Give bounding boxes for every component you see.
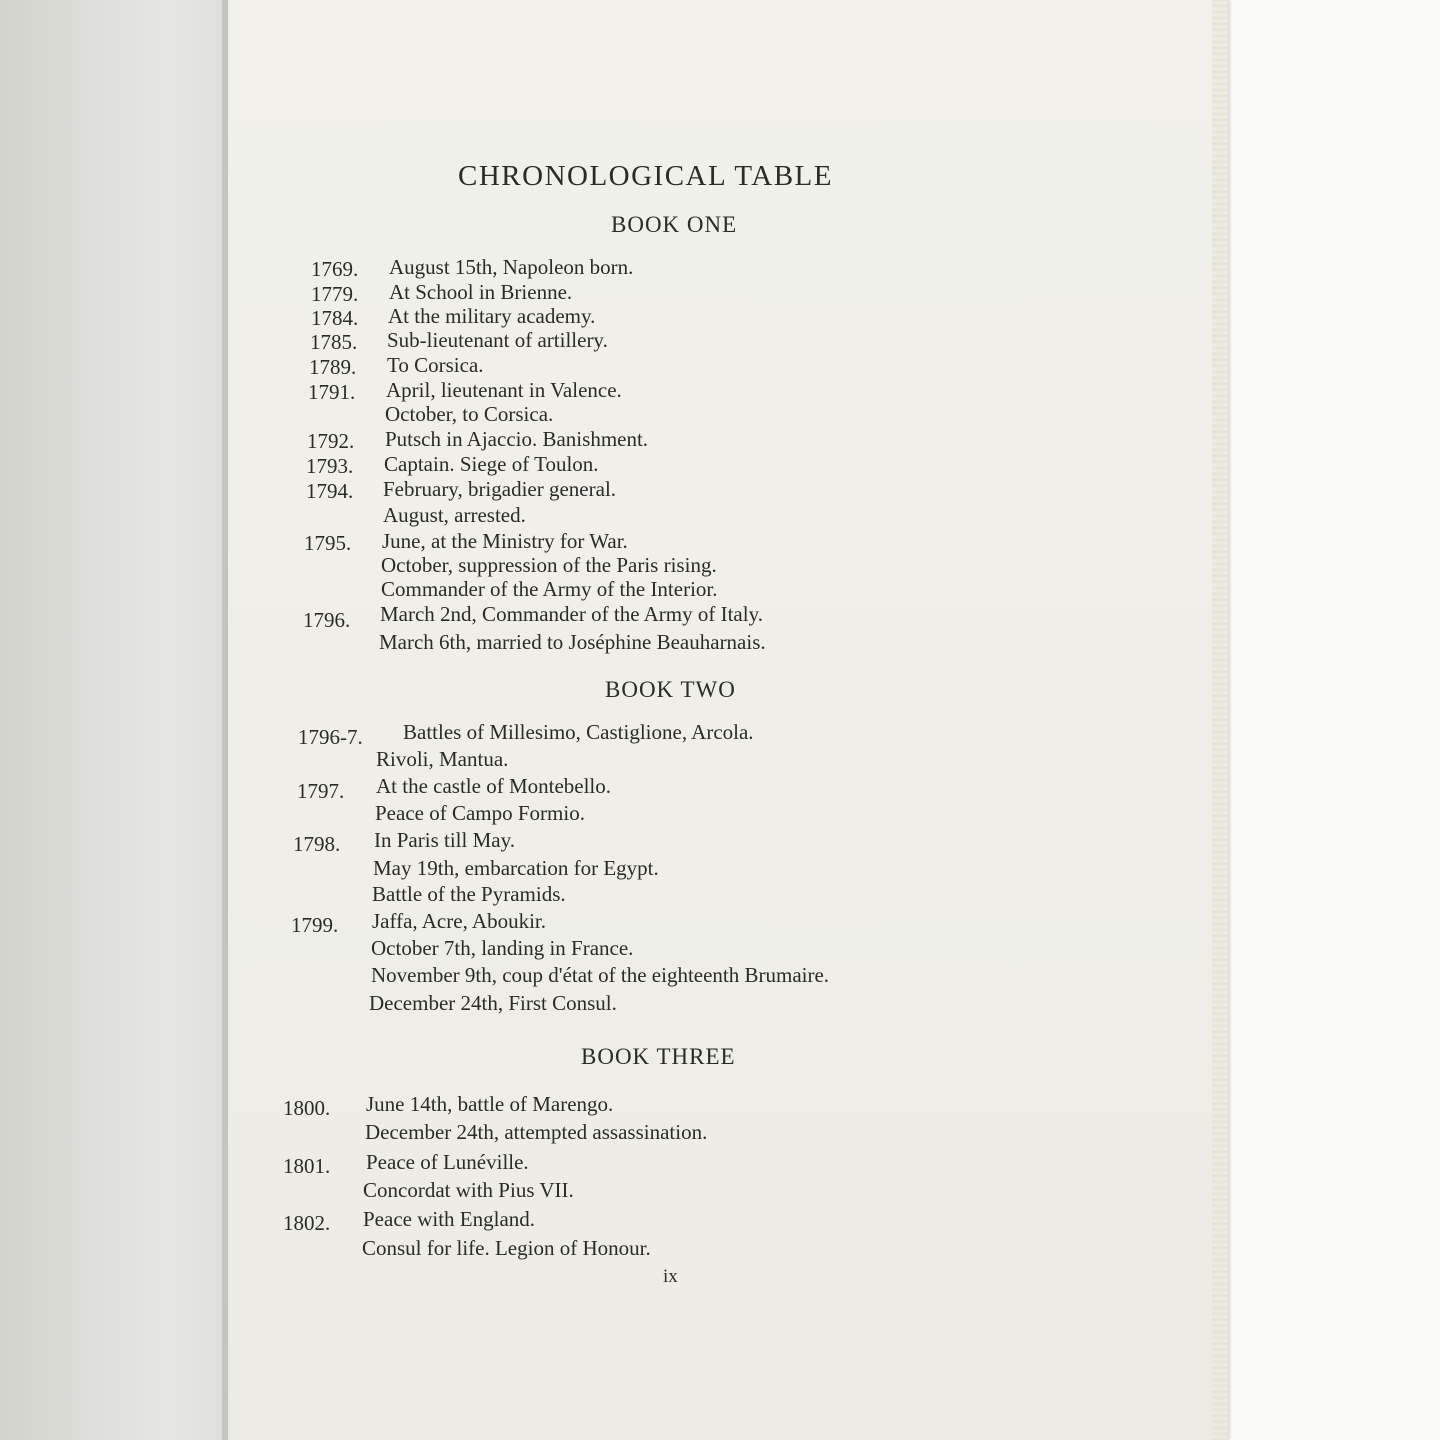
facing-page (0, 0, 230, 1440)
entry-line: At the castle of Montebello. (376, 774, 612, 798)
entry-line: June 14th, battle of Marengo. (366, 1092, 614, 1116)
entry-line: May 19th, embarcation for Egypt. (373, 856, 659, 880)
entry-year: 1797. (297, 779, 345, 803)
entry-year: 1792. (307, 429, 355, 453)
entry-year: 1784. (311, 306, 359, 330)
entry-line: Consul for life. Legion of Honour. (362, 1236, 651, 1260)
entry-line: Peace of Lunéville. (366, 1150, 529, 1174)
entry-line: March 2nd, Commander of the Army of Italy. (380, 602, 763, 626)
entry-year: 1801. (283, 1154, 331, 1178)
book-heading: BOOK TWO (605, 677, 736, 702)
entry-line: June, at the Ministry for War. (382, 529, 628, 553)
entry-line: Battle of the Pyramids. (372, 882, 566, 906)
entry-line: Captain. Siege of Toulon. (384, 452, 599, 476)
entry-line: At the military academy. (388, 304, 596, 328)
entry-line: November 9th, coup d'état of the eighteenth Brumaire. (371, 963, 830, 987)
entry-line: At School in Brienne. (389, 280, 573, 304)
entry-line: December 24th, First Consul. (369, 991, 617, 1015)
entry-line: March 6th, married to Joséphine Beauharnais. (379, 630, 766, 654)
entry-line: February, brigadier general. (383, 477, 617, 501)
entry-line: August, arrested. (383, 503, 526, 527)
entry-line: Peace with England. (363, 1207, 536, 1231)
entry-year: 1796. (303, 608, 351, 632)
page-title: CHRONOLOGICAL TABLE (458, 160, 833, 192)
entry-year: 1794. (306, 479, 354, 503)
entry-line: October, to Corsica. (385, 402, 554, 426)
entry-line: December 24th, attempted assassination. (365, 1120, 708, 1144)
entry-line: Sub-lieutenant of artillery. (387, 328, 608, 352)
entry-year: 1796-7. (298, 725, 363, 749)
entry-year: 1795. (304, 531, 352, 555)
entry-line: In Paris till May. (374, 828, 515, 852)
entry-line: To Corsica. (387, 353, 484, 377)
entry-line: Jaffa, Acre, Aboukir. (372, 909, 546, 933)
entry-line: Rivoli, Mantua. (376, 747, 509, 771)
entry-year: 1789. (309, 355, 357, 379)
book-heading: BOOK ONE (611, 212, 738, 237)
entry-line: Concordat with Pius VII. (363, 1178, 574, 1202)
entry-year: 1793. (306, 454, 354, 478)
entry-year: 1802. (283, 1211, 331, 1235)
entry-year: 1800. (283, 1096, 331, 1120)
entry-year: 1779. (311, 282, 359, 306)
entry-year: 1791. (308, 380, 356, 404)
entry-line: Battles of Millesimo, Castiglione, Arcola. (403, 720, 754, 744)
entry-year: 1769. (311, 257, 359, 281)
entry-year: 1785. (310, 330, 358, 354)
entry-year: 1798. (293, 832, 341, 856)
background-surface (1225, 0, 1440, 1440)
entry-line: Commander of the Army of the Interior. (381, 577, 718, 601)
entry-year: 1799. (291, 913, 339, 937)
entry-line: August 15th, Napoleon born. (389, 255, 634, 279)
entry-line: Peace of Campo Formio. (375, 801, 585, 825)
entry-line: Putsch in Ajaccio. Banishment. (385, 427, 649, 451)
page-edge (1212, 0, 1228, 1440)
entry-line: October 7th, landing in France. (371, 936, 634, 960)
entry-line: April, lieutenant in Valence. (386, 378, 622, 402)
book-heading: BOOK THREE (581, 1044, 736, 1069)
entry-line: October, suppression of the Paris rising. (381, 553, 717, 577)
page-number: ix (663, 1266, 678, 1287)
